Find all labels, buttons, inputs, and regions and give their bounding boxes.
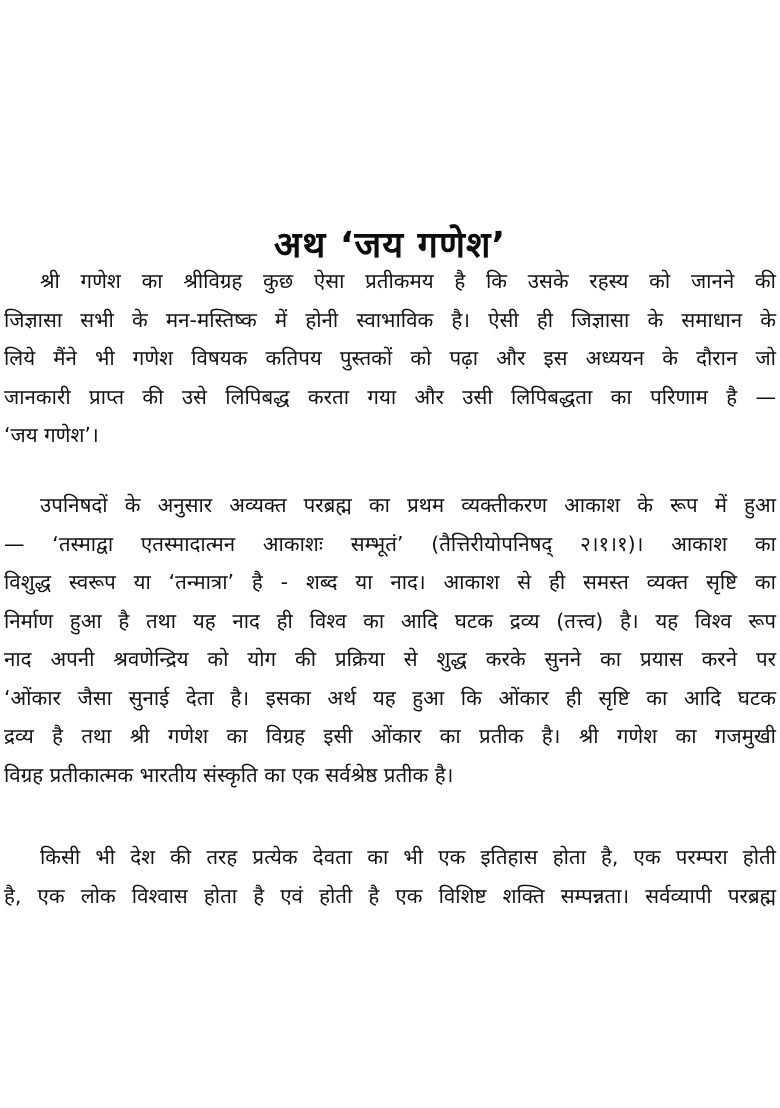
text-line: श्री गणेश का श्रीविग्रह कुछ ऐसा प्रतीकमय है कि उसके रहस्य को जानने की — [40, 269, 776, 293]
text-line: विग्रह प्रतीकात्मक भारतीय संस्कृति का एक सर्वश्रेष्ठ प्रतीक है। — [4, 762, 454, 787]
text-line: निर्माण हुआ है तथा यह नाद ही विश्व का आदि घटक द्रव्य (तत्त्व) है। यह विश्व रूप — [4, 608, 776, 633]
text-line: विशुद्ध स्वरूप या ‘तन्मात्रा’ है - शब्द या नाद। आकाश से ही समस्त व्यक्त सृष्टि का — [4, 570, 776, 594]
text-line: किसी भी देश की तरह प्रत्येक देवता का भी एक इतिहास होता है, एक परम्परा होती — [40, 845, 776, 869]
text-line: द्रव्य है तथा श्री गणेश का विग्रह इसी ओंकार का प्रतीक है। श्री गणेश का गजमुखी — [4, 724, 776, 748]
text-line: जानकारी प्राप्त की उसे लिपिबद्ध करता गया और उसी लिपिबद्धता का परिणाम है — — [4, 384, 776, 409]
chapter-title: अथ ‘जय गणेश’ — [273, 225, 507, 267]
text-line: उपनिषदों के अनुसार अव्यक्त परब्रह्म का प्रथम व्यक्तीकरण आकाश के रूप में हुआ — [40, 493, 776, 517]
text-line: ‘जय गणेश’। — [4, 423, 99, 447]
paragraph-2 — [4, 486, 776, 794]
paragraph-1 — [4, 262, 776, 455]
text-line: जिज्ञासा सभी के मन-मस्तिष्क में होनी स्वाभाविक है। ऐसी ही जिज्ञासा के समाधान के — [4, 307, 776, 332]
paragraph-3 — [4, 838, 776, 915]
text-line: नाद अपनी श्रवणेन्द्रिय को योग की प्रक्रिया से शुद्ध करके सुनने का प्रयास करने पर — [4, 647, 776, 671]
text-line: लिये मैंने भी गणेश विषयक कतिपय पुस्तकों को पढ़ा और इस अध्ययन के दौरान जो — [4, 346, 776, 370]
text-line: है, एक लोक विश्वास होता है एवं होती है एक विशिष्ट शक्ति सम्पन्नता। सर्वव्यापी परब्रह्म — [4, 883, 776, 908]
text-line: — ‘तस्माद्वा एतस्मादात्मन आकाशः सम्भूतं’ (तैत्तिरीयोपनिषद् २।१।१)। आकाश का — [4, 531, 776, 556]
text-line: ‘ओंकार जैसा सुनाई देता है। इसका अर्थ यह हुआ कि ओंकार ही सृष्टि का आदि घटक — [4, 685, 776, 710]
